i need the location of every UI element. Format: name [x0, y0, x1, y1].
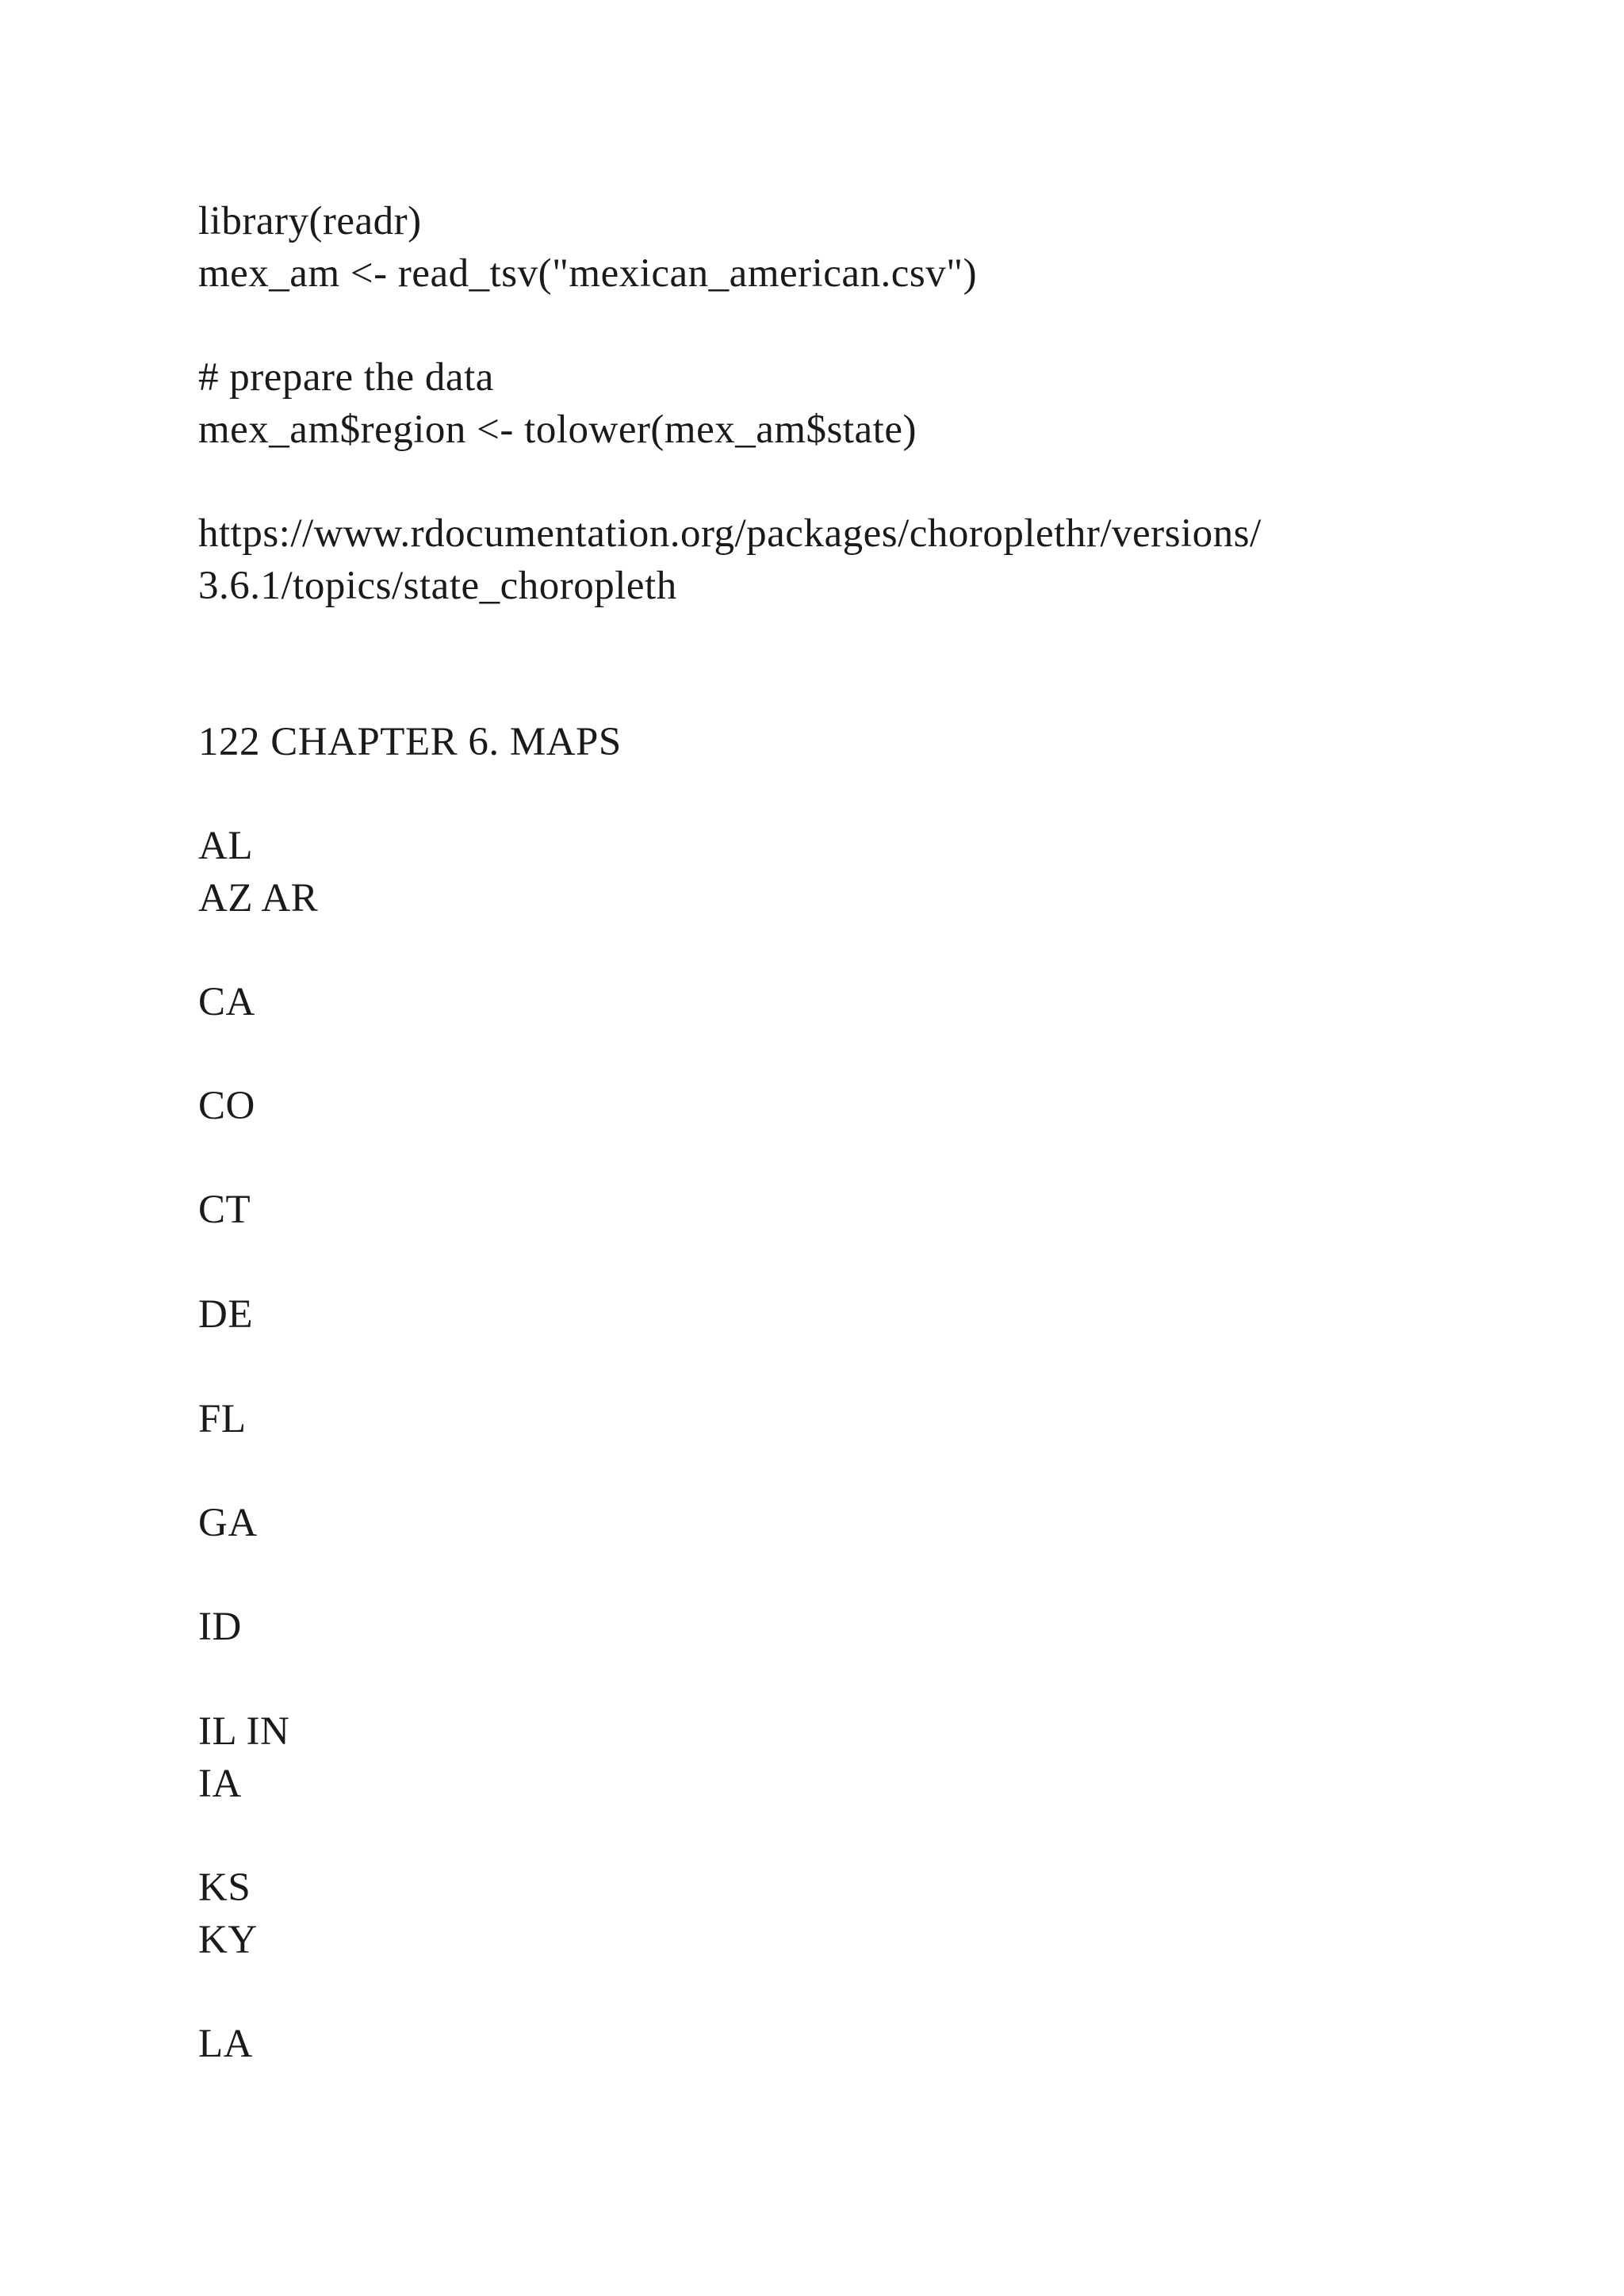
state-label: LA [198, 2022, 253, 2066]
code-line-region: mex_am$region <- tolower(mex_am$state) [198, 408, 917, 452]
state-label: DE [198, 1292, 253, 1337]
url-line-1: https://www.rdocumentation.org/packages/choroplethr/versions/ [198, 511, 1262, 556]
state-label: KS [198, 1866, 251, 1910]
code-comment: # prepare the data [198, 355, 494, 400]
state-label: GA [198, 1501, 258, 1545]
state-label: IL IN [198, 1709, 290, 1754]
state-label: AL [198, 824, 253, 868]
state-label: CT [198, 1188, 251, 1232]
state-label: CO [198, 1084, 255, 1128]
url-line-2: 3.6.1/topics/state_choropleth [198, 564, 677, 608]
state-label: IA [198, 1762, 242, 1806]
code-line-library: library(readr) [198, 199, 422, 243]
state-label: ID [198, 1605, 242, 1649]
state-label: AZ AR [198, 876, 319, 920]
state-label: KY [198, 1918, 258, 1962]
chapter-header: 122 CHAPTER 6. MAPS [198, 720, 622, 764]
code-line-read-tsv: mex_am <- read_tsv("mexican_american.csv") [198, 251, 978, 296]
state-label: CA [198, 980, 255, 1024]
state-label: FL [198, 1397, 247, 1441]
